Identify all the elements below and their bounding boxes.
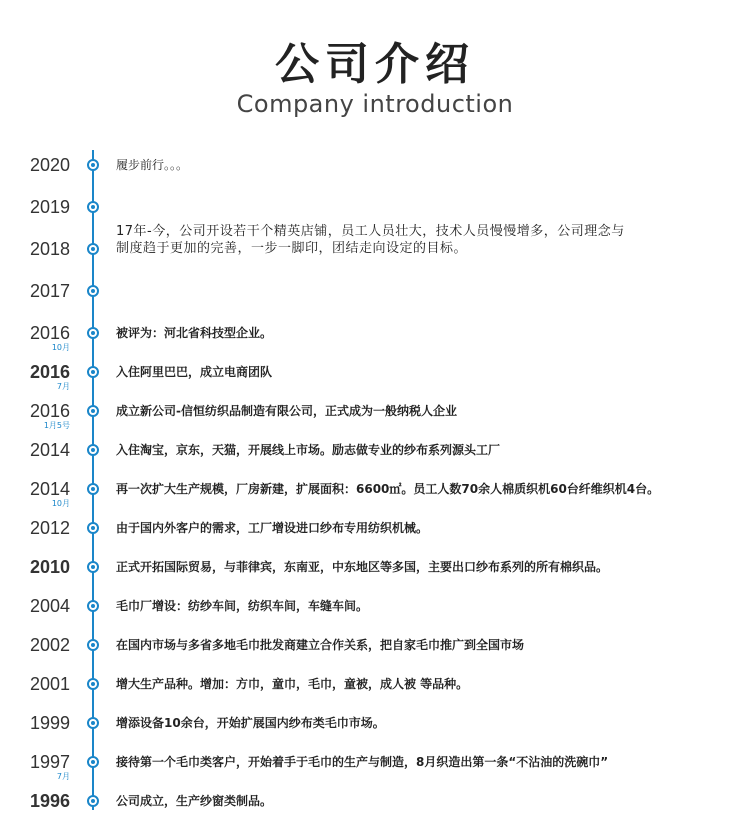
- timeline-description: 增大生产品种。增加：方巾，童巾，毛巾，童被，成人被 等品种。: [116, 677, 469, 691]
- timeline-year: 2018: [29, 239, 70, 259]
- timeline-year: 2016: [29, 323, 70, 343]
- timeline-marker-icon: [87, 717, 99, 729]
- timeline-marker-icon: [87, 795, 99, 807]
- timeline-description: 增添设备10余台，开始扩展国内纱布类毛巾市场。: [116, 716, 385, 730]
- timeline-marker-icon: [87, 327, 99, 339]
- timeline-marker-icon: [87, 756, 99, 768]
- timeline-marker-icon: [87, 405, 99, 417]
- timeline-year: 2016: [29, 362, 70, 382]
- timeline-year: 2010: [29, 557, 70, 577]
- timeline-marker-icon: [87, 159, 99, 171]
- timeline-description: 接待第一个毛巾类客户，开始着手于毛巾的生产与制造，8月织造出第一条“不沾油的洗碗巾”: [116, 755, 609, 769]
- timeline-description: 入住淘宝，京东，天猫，开展线上市场。励志做专业的纱布系列源头工厂: [116, 443, 501, 457]
- timeline-description: 由于国内外客户的需求，工厂增设进口纱布专用纺织机械。: [116, 521, 429, 535]
- timeline-date-note: 1月5号: [43, 421, 70, 430]
- timeline-year: 2017: [29, 281, 70, 301]
- timeline-description: 被评为：河北省科技型企业。: [116, 326, 273, 340]
- timeline-description: 毛巾厂增设：纺纱车间，纺织车间，车缝车间。: [116, 599, 369, 613]
- timeline-description: 再一次扩大生产规模，厂房新建，扩展面积：6600㎡。员工人数70余人棉质织机60台纤维织机4台。: [116, 482, 660, 496]
- timeline-year: 1996: [29, 791, 70, 811]
- timeline-year: 1997: [29, 752, 70, 772]
- timeline-marker-icon: [87, 444, 99, 456]
- timeline-year: 2016: [29, 401, 70, 421]
- timeline-year: 2012: [29, 518, 70, 538]
- timeline-marker-icon: [87, 600, 99, 612]
- timeline-date-note: 7月: [56, 382, 70, 391]
- timeline-date-note: 10月: [51, 499, 70, 508]
- timeline-marker-icon: [87, 561, 99, 573]
- timeline-marker-icon: [87, 285, 99, 297]
- timeline-description: 成立新公司-信恒纺织品制造有限公司，正式成为一般纳税人企业: [116, 404, 457, 418]
- timeline-date-note: 7月: [56, 772, 70, 781]
- timeline-description: 入住阿里巴巴，成立电商团队: [116, 365, 273, 379]
- timeline-year: 2014: [29, 479, 70, 499]
- timeline-year: 2019: [29, 197, 70, 217]
- timeline-year: 2020: [29, 155, 70, 175]
- timeline-description: 正式开拓国际贸易，与菲律宾，东南亚，中东地区等多国，主要出口纱布系列的所有棉织品。: [116, 560, 609, 574]
- timeline-marker-icon: [87, 243, 99, 255]
- timeline-marker-icon: [87, 678, 99, 690]
- timeline-year: 2004: [29, 596, 70, 616]
- timeline-year: 2014: [29, 440, 70, 460]
- timeline-description: 在国内市场与多省多地毛巾批发商建立合作关系，把自家毛巾推广到全国市场: [116, 638, 525, 652]
- timeline-marker-icon: [87, 366, 99, 378]
- timeline-year: 2002: [29, 635, 70, 655]
- timeline-description: 公司成立，生产纱窗类制品。: [116, 794, 273, 808]
- timeline-marker-icon: [87, 522, 99, 534]
- timeline-marker-icon: [87, 639, 99, 651]
- timeline-marker-icon: [87, 201, 99, 213]
- page-title: 公司介绍: [275, 39, 475, 90]
- timeline-year: 1999: [29, 713, 70, 733]
- timeline-date-note: 10月: [51, 343, 70, 352]
- timeline-description: 17年-今，公司开设若干个精英店铺，员工人员壮大，技术人员慢慢增多，公司理念与制度趋于更加的完善，一步一脚印，团结走向设定的目标。: [116, 224, 625, 256]
- page-subtitle: Company introduction: [236, 90, 514, 118]
- timeline-year: 2001: [29, 674, 70, 694]
- timeline-marker-icon: [87, 483, 99, 495]
- timeline-description: 履步前行。。。: [116, 158, 189, 172]
